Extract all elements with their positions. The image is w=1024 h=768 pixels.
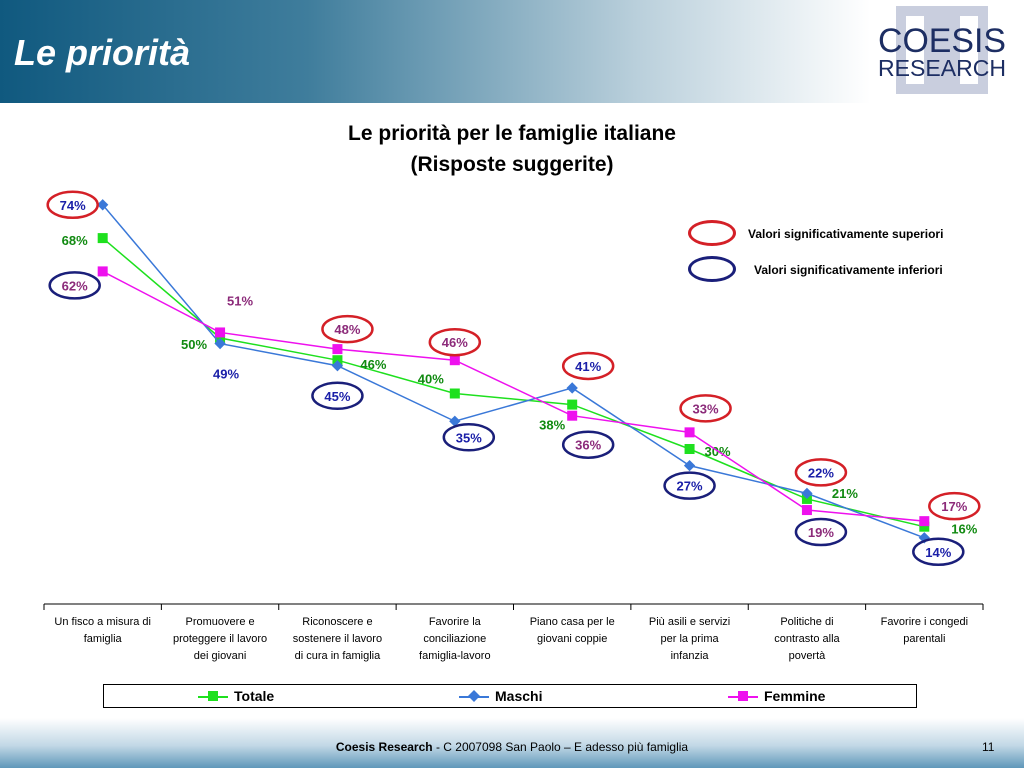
footer	[0, 718, 1024, 768]
data-point-femmine	[802, 505, 812, 515]
data-label-totale: 30%	[704, 444, 731, 459]
x-tick-label	[54, 616, 151, 645]
data-label-totale: 68%	[61, 233, 88, 249]
data-point-totale	[685, 444, 695, 454]
legend-label-femmine: Femmine	[764, 688, 826, 704]
page-number: 11	[982, 740, 995, 754]
data-point-femmine	[98, 266, 108, 276]
x-tick-label	[173, 616, 267, 662]
x-tick-label-line: contrasto alla	[774, 633, 840, 645]
significance-inferior-label: Valori significativamente inferiori	[754, 263, 943, 277]
x-tick-label-line: conciliazione	[423, 633, 487, 645]
footer-text	[0, 740, 1024, 754]
slide-title: Le priorità	[14, 32, 191, 73]
data-label-femmine: 33%	[692, 401, 719, 417]
legend-label-maschi: Maschi	[495, 688, 543, 704]
data-point-totale	[450, 389, 460, 399]
x-tick-label	[774, 616, 840, 662]
x-tick-label-line: Più asili e servizi	[648, 616, 731, 628]
x-tick-label-line: proteggere il lavoro	[172, 633, 268, 645]
x-tick-label-line: Favorire la	[428, 616, 481, 628]
x-tick-label-line: infanzia	[670, 650, 709, 662]
x-tick-label	[649, 616, 730, 662]
x-tick-label-line: Promuovere e	[185, 616, 255, 628]
data-label-totale: 40%	[417, 371, 444, 387]
logo-text-coesis: COESIS	[878, 22, 1006, 60]
x-tick-label-line: famiglia	[83, 633, 122, 645]
data-point-totale	[567, 400, 577, 410]
data-label-totale: 16%	[951, 521, 978, 537]
data-label-totale: 38%	[539, 417, 566, 433]
series-legend	[103, 684, 917, 708]
data-label-totale: 46%	[360, 357, 387, 373]
data-point-maschi	[567, 382, 578, 393]
chart-subtitle: (Risposte suggerite)	[410, 153, 614, 176]
data-label-maschi: 27%	[676, 478, 703, 494]
significance-legend	[686, 220, 1006, 290]
x-tick-label	[881, 616, 968, 645]
data-point-femmine	[450, 355, 460, 365]
x-tick-label-line: giovani coppie	[537, 633, 608, 645]
data-label-femmine: 17%	[941, 499, 968, 515]
data-label-femmine: 36%	[575, 437, 602, 453]
data-label-totale: 21%	[831, 485, 858, 501]
x-tick-label-line: per la prima	[660, 633, 719, 645]
data-point-femmine	[567, 411, 577, 421]
x-tick-label-line: povertà	[788, 650, 826, 662]
data-label-totale: 50%	[181, 337, 208, 352]
data-label-femmine: 19%	[807, 525, 834, 541]
data-label-femmine: 46%	[441, 335, 468, 351]
significance-inferior-row	[686, 256, 1006, 290]
data-label-maschi: 41%	[575, 358, 602, 374]
data-label-femmine: 51%	[227, 293, 254, 309]
data-label-maschi: 49%	[213, 366, 240, 382]
data-label-femmine: 48%	[334, 322, 361, 338]
data-label-maschi: 22%	[807, 465, 834, 481]
significance-superior-row	[686, 220, 1006, 254]
data-point-femmine	[685, 427, 695, 437]
logo-text-research: RESEARCH	[878, 55, 1006, 81]
x-tick-label	[293, 616, 382, 662]
blue-circle-icon	[688, 256, 736, 282]
x-tick-label-line: parentali	[903, 633, 946, 645]
green-square-marker-icon	[208, 691, 218, 701]
data-point-totale	[98, 233, 108, 243]
x-tick-label-line: dei giovani	[193, 650, 247, 662]
x-tick-label-line: Favorire i congedi	[880, 616, 969, 628]
magenta-square-marker-icon	[738, 691, 748, 701]
x-tick-label-line: di cura in famiglia	[294, 650, 381, 662]
significance-superior-label: Valori significativamente superiori	[748, 227, 944, 241]
footer-brand: Coesis Research	[335, 740, 433, 754]
x-tick-label-line: Politiche di	[780, 616, 834, 628]
legend-label-totale: Totale	[234, 688, 275, 704]
x-tick-label-line: Piano casa per le	[529, 616, 615, 628]
data-label-maschi: 45%	[324, 388, 351, 404]
data-label-femmine: 62%	[61, 278, 88, 294]
x-tick-label-line: Un fisco a misura di	[54, 616, 151, 628]
x-tick-label	[419, 616, 491, 662]
data-point-femmine	[919, 516, 929, 526]
red-circle-icon	[688, 220, 736, 246]
footer-description: - C 2007098 San Paolo – E adesso più famiglia	[432, 740, 689, 754]
data-label-maschi: 14%	[925, 544, 952, 560]
chart-title-line1: Le priorità per le famiglie italiane	[348, 122, 676, 145]
x-tick-label-line: famiglia-lavoro	[419, 650, 491, 662]
data-point-femmine	[332, 344, 342, 354]
x-tick-label-line: Riconoscere e	[302, 616, 373, 628]
data-label-maschi: 74%	[59, 197, 86, 213]
blue-diamond-marker-icon	[468, 690, 480, 702]
data-label-maschi: 35%	[455, 430, 482, 446]
data-point-maschi	[684, 460, 695, 471]
x-tick-label	[530, 616, 615, 645]
x-tick-label-line: sostenere il lavoro	[292, 633, 383, 645]
data-point-femmine	[215, 327, 225, 337]
series-line-femmine	[103, 271, 925, 521]
